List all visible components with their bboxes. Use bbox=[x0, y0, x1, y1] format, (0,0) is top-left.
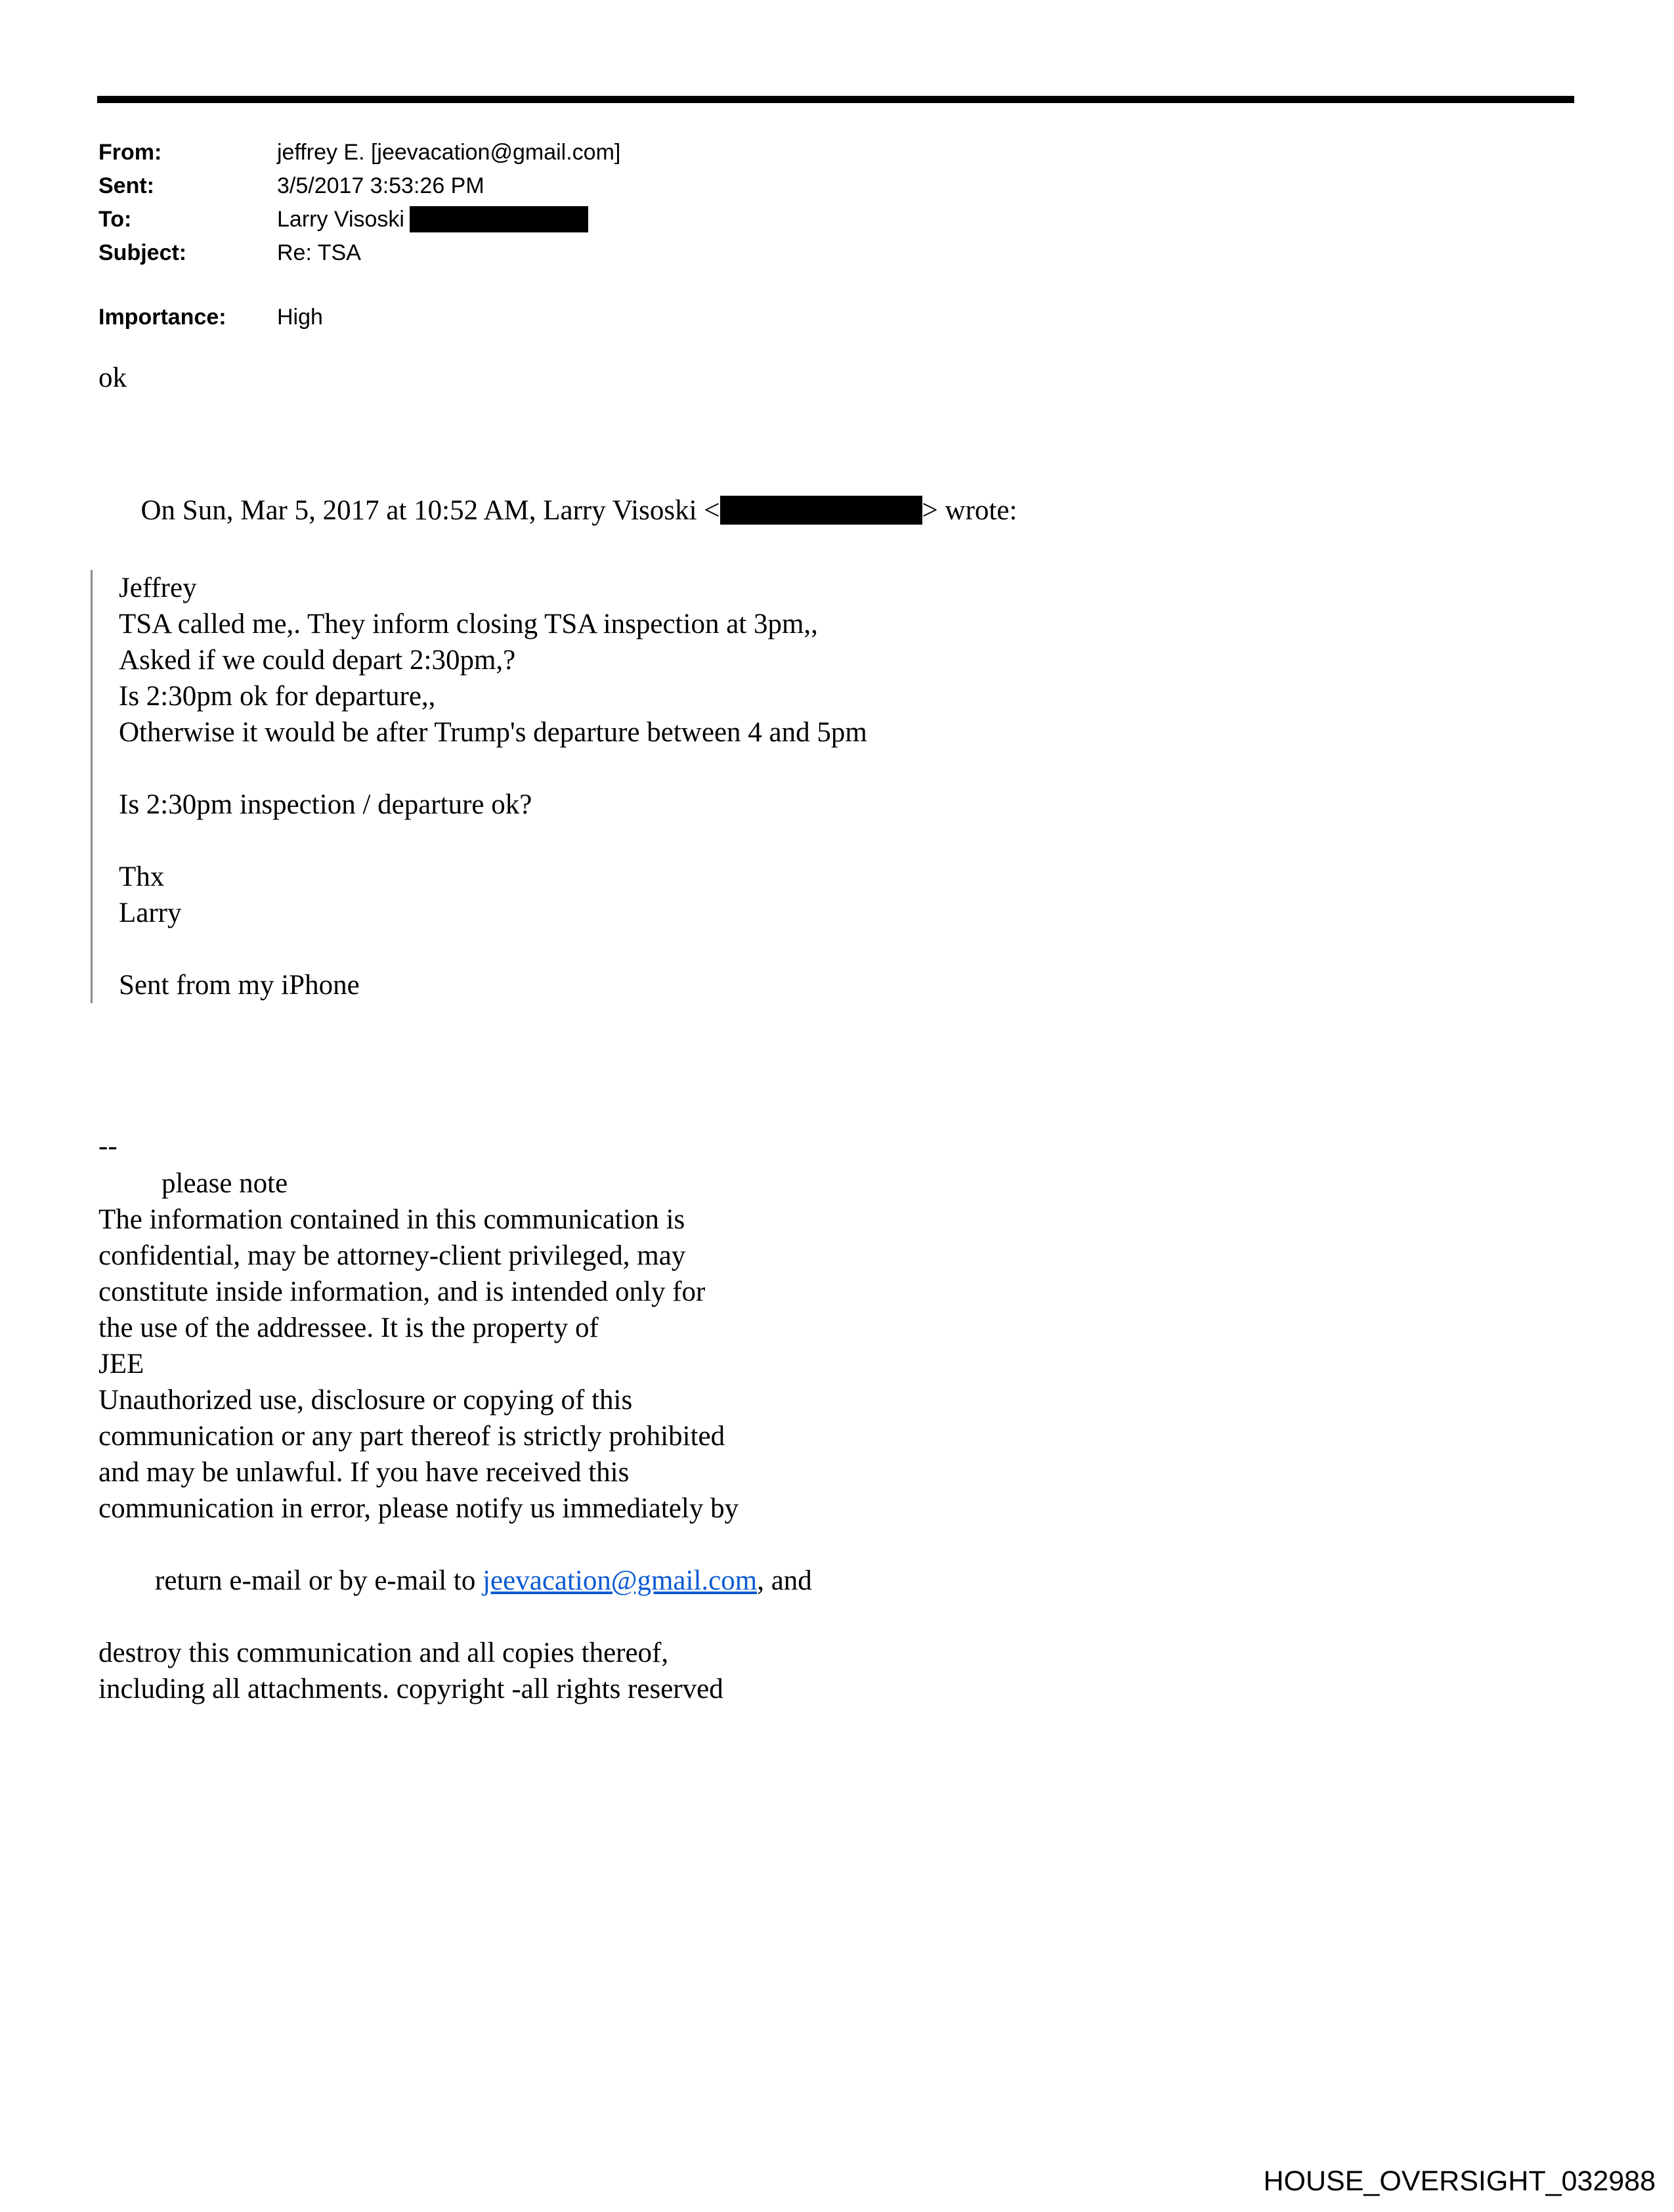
to-value: Larry Visoski bbox=[277, 207, 404, 232]
quote-line: Larry bbox=[119, 898, 182, 928]
disclaimer-line: destroy this communication and all copies thereof, bbox=[98, 1637, 669, 1668]
importance-label: Importance: bbox=[98, 305, 226, 330]
quote-attribution-post: > wrote: bbox=[922, 495, 1018, 526]
quote-attribution-pre: On Sun, Mar 5, 2017 at 10:52 AM, Larry Visoski < bbox=[140, 495, 720, 526]
please-note-heading: please note bbox=[161, 1168, 288, 1199]
disclaimer-line: communication or any part thereof is strictly prohibited bbox=[98, 1421, 725, 1452]
quote-line: Is 2:30pm ok for departure,, bbox=[119, 681, 436, 712]
subject-label: Subject: bbox=[98, 240, 187, 265]
disclaimer-line: including all attachments. copyright -all rights reserved bbox=[98, 1674, 723, 1704]
signature-divider: -- bbox=[98, 1131, 118, 1161]
quote-line: Jeffrey bbox=[119, 573, 197, 603]
disclaimer-line: The information contained in this communication is bbox=[98, 1204, 685, 1235]
confidentiality-disclaimer bbox=[98, 1202, 1214, 1707]
redaction-box-quote-email bbox=[720, 496, 922, 525]
quote-blank-line bbox=[119, 931, 1214, 967]
quote-line: TSA called me,. They inform closing TSA inspection at 3pm,, bbox=[119, 609, 818, 640]
subject-value: Re: TSA bbox=[277, 240, 361, 265]
disclaimer-line: communication in error, please notify us immediately by bbox=[98, 1493, 739, 1524]
quote-line: Asked if we could depart 2:30pm,? bbox=[119, 645, 516, 676]
header-row-from bbox=[98, 139, 620, 165]
quote-line: Otherwise it would be after Trump's departure between 4 and 5pm bbox=[119, 717, 867, 748]
quote-blank-line bbox=[119, 823, 1214, 859]
email-header bbox=[98, 139, 620, 337]
from-value: jeffrey E. [jeevacation@gmail.com] bbox=[277, 140, 621, 165]
disclaimer-line: Unauthorized use, disclosure or copying of this bbox=[98, 1385, 633, 1416]
quote-attribution-line bbox=[98, 456, 1214, 565]
disclaimer-link-post: , and bbox=[757, 1565, 812, 1596]
disclaimer-link-line bbox=[98, 1527, 1214, 1635]
to-label: To: bbox=[98, 207, 132, 232]
redaction-box-to bbox=[410, 206, 588, 232]
bates-number: HOUSE_OVERSIGHT_032988 bbox=[1263, 2165, 1656, 2197]
header-row-to bbox=[98, 206, 620, 232]
disclaimer-line: confidential, may be attorney-client privileged, may bbox=[98, 1240, 686, 1271]
email-body bbox=[98, 360, 1214, 1707]
header-row-subject bbox=[98, 240, 620, 266]
email-link[interactable]: jeevacation@gmail.com bbox=[483, 1565, 758, 1596]
importance-value: High bbox=[277, 305, 323, 330]
sent-value: 3/5/2017 3:53:26 PM bbox=[277, 173, 484, 198]
quote-line: Is 2:30pm inspection / departure ok? bbox=[119, 789, 532, 820]
quoted-message bbox=[91, 570, 1214, 1003]
from-label: From: bbox=[98, 140, 162, 165]
header-row-sent bbox=[98, 173, 620, 199]
header-divider-rule bbox=[97, 96, 1574, 103]
reply-text: ok bbox=[98, 362, 127, 393]
quote-sent-from-iphone: Sent from my iPhone bbox=[119, 970, 360, 1001]
header-row-importance bbox=[98, 304, 620, 330]
quote-line: Thx bbox=[119, 861, 165, 892]
disclaimer-line: constitute inside information, and is intended only for bbox=[98, 1276, 706, 1307]
quote-blank-line bbox=[119, 750, 1214, 787]
disclaimer-link-pre: return e-mail or by e-mail to bbox=[155, 1565, 483, 1596]
sent-label: Sent: bbox=[98, 173, 154, 198]
disclaimer-line: and may be unlawful. If you have received this bbox=[98, 1457, 630, 1488]
disclaimer-line: JEE bbox=[98, 1349, 144, 1379]
disclaimer-line: the use of the addressee. It is the property of bbox=[98, 1312, 599, 1343]
